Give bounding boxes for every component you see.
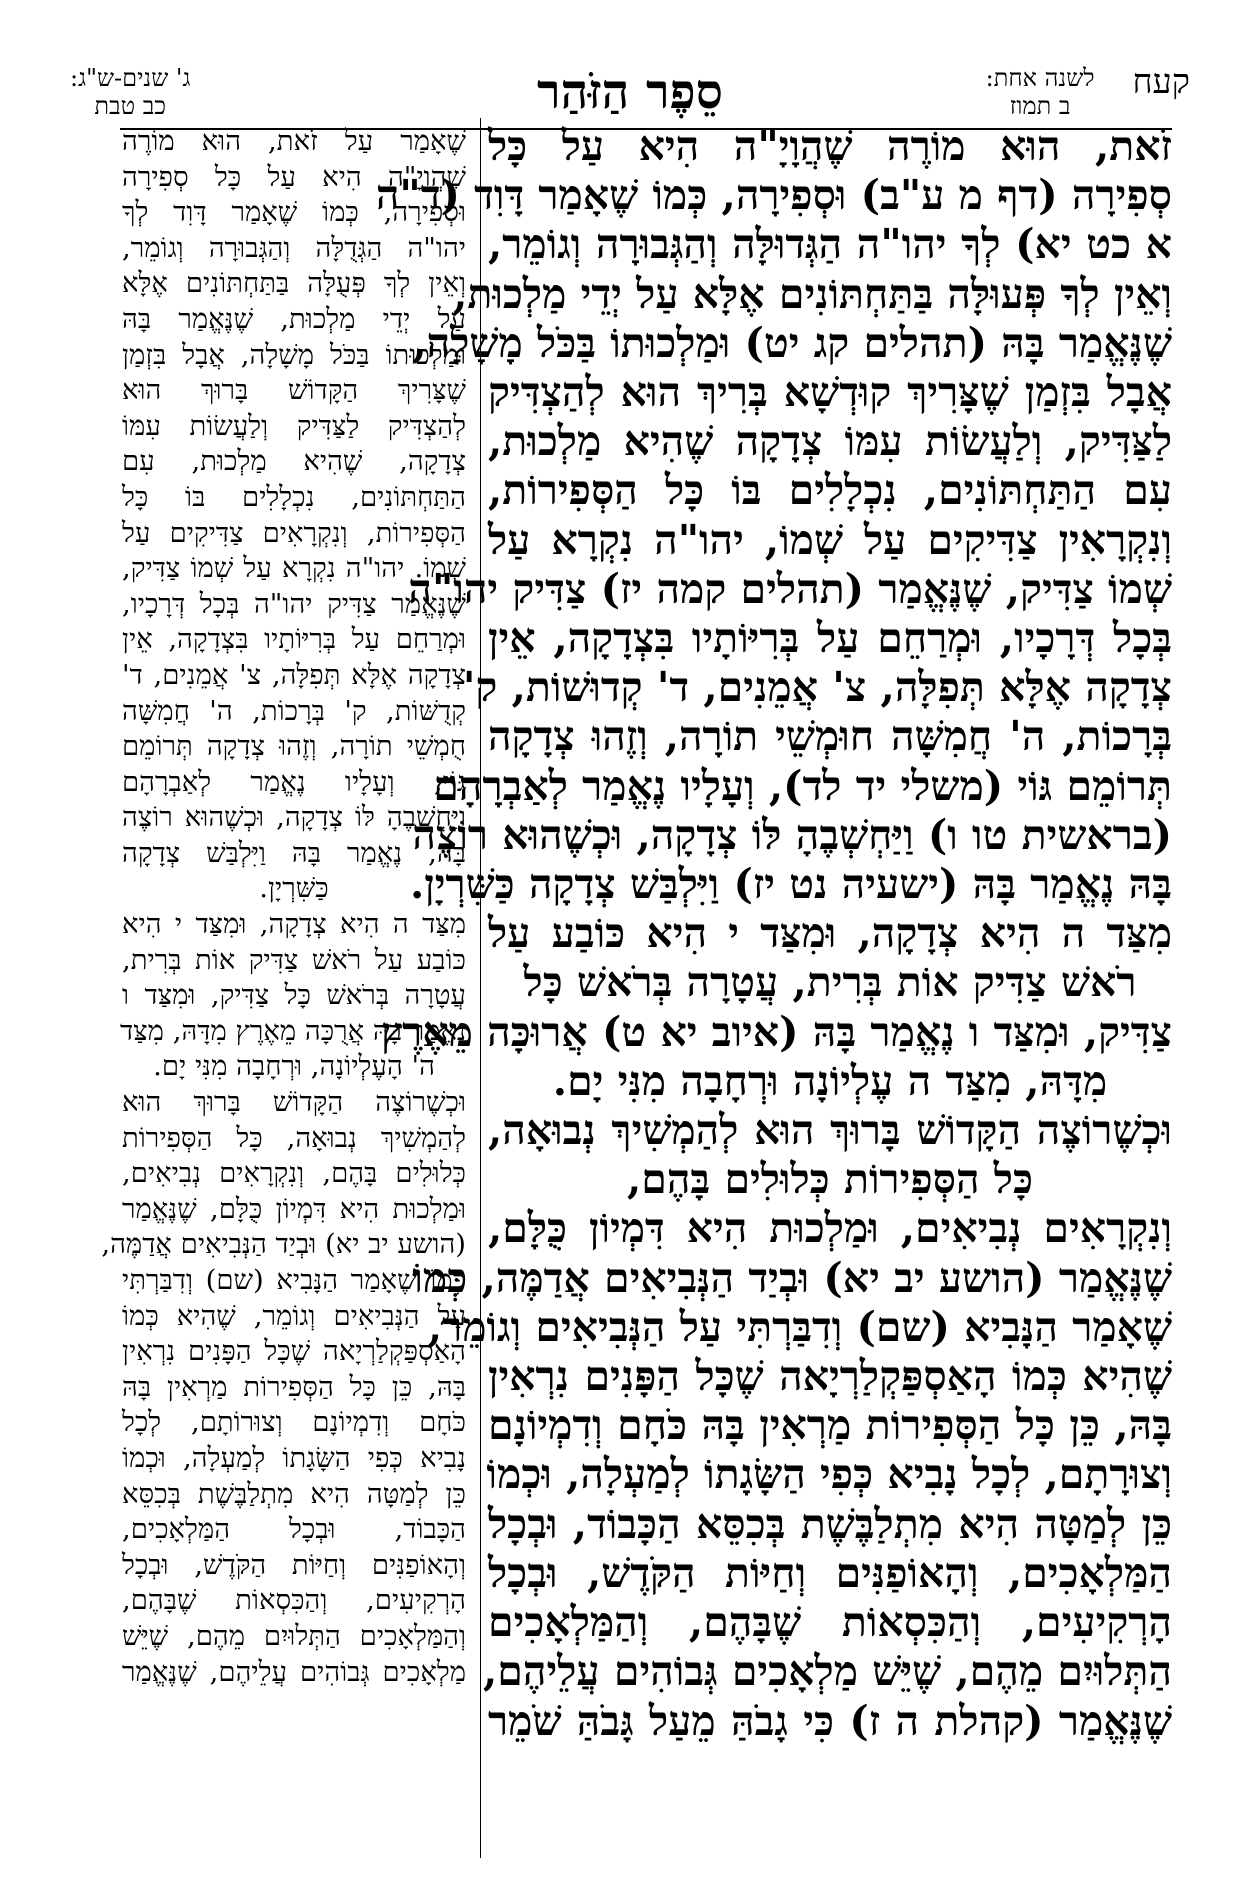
text-line: שְׁמוֹ. יהו"ה נִקְרָא עַל שְׁמוֹ צַדִּיק, [122, 552, 466, 585]
text-line: וּכְשֶׁרוֹצֶה הַקָּדוֹשׁ בָּרוּךְ הוּא [122, 1086, 466, 1119]
text-line: שֶׁצָּרִיךְ הַקָּדוֹשׁ בָּרוּךְ הוּא [122, 374, 466, 407]
main-text-column [375, 122, 1172, 1862]
text-line: לְהַמְשִׁיךְ נְבוּאָה, כָּל הַסְּפִירוֹת [122, 1121, 466, 1154]
text-line: שֶׁאָמַר הַנָּבִיא (שם) וְדִבַּרְתִּי עַל הַנְּבִיאִים וְגוֹמֵר, [427, 1302, 1172, 1351]
text-line: וּמְרַחֵם עַל בְּרִיּוֹתָיו בִּצְדָקָה, אֵין [122, 623, 466, 656]
page-number: קעח [1132, 62, 1190, 102]
text-line: צְדָקָה אֶלָּא תְּפִלָּה, צ' אֲמֵנִים, ד' קְדוּשׁוֹת, ק' [462, 663, 1172, 712]
text-line: הָרְקִיעִים, וְהַכִּסְאוֹת שֶׁבָּהֶם, וְהַמַּלְאָכִים [488, 1598, 1172, 1647]
text-line: בָּהּ, כֵּן כָּל הַסְּפִירוֹת מַרְאִין בָּהּ [122, 1370, 466, 1403]
text-line: וְנִקְרָאִין צַדִּיקִים עַל שְׁמוֹ, יהו"ה נִקְרָא עַל [488, 515, 1172, 564]
text-line: עִם הַתַּחְתּוֹנִים, נִכְלָלִים בּוֹ כָּל הַסְּפִירוֹת, [488, 466, 1172, 515]
text-line: מִצַּד ה הִיא צְדָקָה, וּמִצַּד י הִיא [122, 908, 466, 941]
text-line: בָּהּ, נֶאֱמַר בָּהּ וַיִּלְבַּשׁ צְדָקָה [122, 836, 466, 869]
text-line: הָאַסְפַּקְלַרְיָאה שֶׁכָּל הַפָּנִים נִרְאִין [122, 1335, 466, 1368]
study-schedule-three-years [70, 64, 190, 120]
text-line: (בראשית טו ו) וַיַּחְשְׁבֶהָ לּוֹ צְדָקָה, וּכְשֶׁהוּא רוֹצֶה [412, 810, 1172, 859]
text-line: וְצוּרָתָם, לְכָל נָבִיא כְּפִי הַשָּׂגָתוֹ לְמַעְלָה, וּכְמוֹ [486, 1450, 1172, 1499]
text-line: הַסְּפִירוֹת, וְנִקְרָאִים צַדִּיקִים עַל [122, 516, 466, 549]
text-line: וּמַלְכוּת הִיא דִּמְיוֹן כֻּלָּם, שֶׁנֶּאֱמַר [122, 1192, 466, 1225]
text-line: עֲטָרָה בְּרֹאשׁ כָּל צַדִּיק, וּמִצַּד ו [122, 979, 466, 1012]
text-line: הַכָּבוֹד, וּבְכָל הַמַּלְאָכִים, [122, 1513, 466, 1546]
text-line: תְּרוֹמֵם גּוֹי (משלי יד לד), וְעָלָיו נֶאֱמַר לְאַבְרָהָם [433, 761, 1172, 810]
text-line: עַל יְדֵי מַלְכוּת, שֶׁנֶּאֱמַר בָּהּ [122, 302, 466, 335]
text-line: הַתְּלוּיִם מֵהֶם, שֶׁיֵּשׁ מַלְאָכִים גְּבוֹהִים עֲלֵיהֶם, [483, 1647, 1172, 1696]
text-line: וּכְשֶׁרוֹצֶה הַקָּדוֹשׁ בָּרוּךְ הוּא לְהַמְשִׁיךְ נְבוּאָה, [488, 1106, 1172, 1155]
side-commentary-column [101, 124, 466, 1864]
text-line: צְדָקָה, שֶׁהִיא מַלְכוּת, עִם [122, 445, 466, 478]
text-line: כָּל הַסְּפִירוֹת כְּלוּלִים בָּהֶם, [626, 1155, 1034, 1204]
text-line: מִדָּהּ, מִצַּד ה עֶלְיוֹנָה וּרְחָבָה מִנִּי יָם. [552, 1056, 1108, 1105]
text-line: כֵּן לְמַטָּה הִיא מִתְלַבֶּשֶׁת בְּכִסֵּא [122, 1477, 466, 1510]
text-line: לְהַצְדִּיק לַצַּדִּיק וְלַעֲשׂוֹת עִמּוֹ [122, 409, 466, 442]
text-line: סְפִירָה (דף מ ע"ב) וּסְפִירָה, כְּמוֹ שֶׁאָמַר דָּוִד (ד"ה [375, 171, 1172, 220]
text-line: רֹאשׁ צַדִּיק אוֹת בְּרִית, עֲטָרָה בְּרֹאשׁ כָּל [523, 958, 1137, 1007]
text-line: בָּהּ, כֵּן כָּל הַסְּפִירוֹת מַרְאִין בָּהּ כֹּחָם וְדִמְיוֹנָם [488, 1401, 1172, 1450]
text-line: יהו"ה הַגְּדֻלָּה וְהַגְּבוּרָה וְגוֹמֵר, [122, 231, 466, 264]
text-line: שֶׁנֶּאֱמַר צַדִּיק יהו"ה בְּכָל דְּרָכָיו, [122, 587, 466, 620]
text-line: (הושע יב יא) וּבְיַד הַנְּבִיאִים אֲדַמֶּה, [101, 1228, 466, 1261]
text-line: מִצַּד ה הִיא צְדָקָה, וּמִצַּד י הִיא כּוֹבַע עַל [488, 909, 1172, 958]
text-line: חֻמְשֵׁי תוֹרָה, וְזֶהוּ צְדָקָה תְּרוֹמֵם [122, 730, 466, 763]
schedule-date: ב תמוז [1009, 92, 1071, 120]
text-line: בְּכָל דְּרָכָיו, וּמְרַחֵם עַל בְּרִיּוֹתָיו בִּצְדָקָה, אֵין [488, 614, 1172, 663]
text-line: שֶׁנֶּאֱמַר (קהלת ה ז) כִּי גָבֹהַּ מֵעַל גָּבֹהַּ שֹׁמֵר [488, 1696, 1172, 1745]
text-line: צְדָקָה אֶלָּא תְּפִלָּה, צ' אֲמֵנִים, ד' [122, 658, 466, 691]
schedule-label: לשנה אחת: [985, 64, 1095, 92]
text-line: הַמַּלְאָכִים, וְהָאוֹפַנִּים וְחַיּוֹת הַקֹּדֶשׁ, וּבְכָל [488, 1548, 1172, 1597]
text-line: ה' הָעֶלְיוֹנָה, וּרְחָבָה מִנִּי יָם. [153, 1050, 435, 1083]
text-line: וּסְפִירָה, כְּמוֹ שֶׁאָמַר דָּוִד לְךָ [122, 196, 466, 229]
text-line: א כט יא) לְךָ יהו"ה הַגְּדוּלָּה וְהַגְּבוּרָה וְגוֹמֵר, [488, 220, 1172, 269]
text-line: וְהַמַּלְאָכִים הַתְּלוּיִם מֵהֶם, שֶׁיֵּשׁ [122, 1619, 466, 1652]
schedule-label: ג' שנים-ש"ג: [70, 64, 191, 92]
text-line: שֶׁנֶּאֱמַר בָּהּ (תהלים קג יט) וּמַלְכוּתוֹ בַּכֹּל מָשָׁלָה, [412, 318, 1172, 367]
column-divider [480, 118, 481, 1858]
text-line: זֹאת, הוּא מוֹרֶה שֶׁהֲוָיָ"ה הִיא עַל כָּל [488, 122, 1172, 170]
text-line: בָּהּ נֶאֱמַר בָּהּ (ישעיה נט יז) וַיִּלְבַּשׁ צְדָקָה כַּשִּׁרְיָן. [410, 860, 1172, 909]
text-line: שֶׁהִיא כְּמוֹ הָאַסְפַּקְלַרְיָאה שֶׁכָּל הַפָּנִים נִרְאִין [488, 1352, 1172, 1401]
text-line: נָבִיא כְּפִי הַשָּׂגָתוֹ לְמַעְלָה, וּכְמוֹ [122, 1441, 466, 1474]
text-line: אֲבָל בִּזְמַן שֶׁצָּרִיךְ קוּדְשָׁא בְּרִיךְ הוּא לְהַצְדִּיק [488, 368, 1172, 417]
text-line: וְאֵין לְךָ פְּעֻלָּה בַּתַּחְתּוֹנִים אֶלָּא [122, 267, 466, 300]
text-line: כּוֹבַע עַל רֹאשׁ צַדִּיק אוֹת בְּרִית, [122, 943, 466, 976]
text-line: שֶׁהֲוָיָ"ה הִיא עַל כָּל סְפִירָה [122, 160, 466, 193]
text-line: וּמַלְכוּתוֹ בַּכֹּל מָשָׁלָה, אֲבָל בִּזְמַן [122, 338, 466, 371]
text-line: כַּשִּׁרְיָן. [259, 872, 329, 905]
text-line: כְּמוֹ שֶׁאָמַר הַנָּבִיא (שם) וְדִבַּרְתִּי [122, 1264, 466, 1296]
text-line: הַתַּחְתּוֹנִים, נִכְלָלִים בּוֹ כָּל [122, 480, 466, 513]
text-line: כְּלוּלִים בָּהֶם, וְנִקְרָאִים נְבִיאִים, [122, 1157, 466, 1190]
book-title: סֵפֶר הַזֹּהַר [537, 64, 723, 120]
text-line: כֹּחָם וְדִמְיוֹנָם וְצוּרוֹתָם, לְכָל [122, 1406, 466, 1439]
text-line: וַיַּחְשְׁבֶהָ לּוֹ צְדָקָה, וּכְשֶׁהוּא רוֹצֶה [122, 801, 466, 834]
text-line: וְנִקְרָאִים נְבִיאִים, וּמַלְכוּת הִיא דִּמְיוֹן כֻּלָּם, [488, 1204, 1172, 1253]
text-line: שֶׁנֶּאֱמַר (הושע יב יא) וּבְיַד הַנְּבִיאִים אֲדַמֶּה, כְּמוֹ [412, 1253, 1172, 1302]
text-line: שֶׁאָמַר עַל זֹאת, הוּא מוֹרֶה [122, 125, 466, 157]
text-line: לַצַּדִּיק, וְלַעֲשׂוֹת עִמּוֹ צְדָקָה שֶׁהִיא מַלְכוּת, [488, 417, 1172, 466]
text-line: נֶאֱמַר בָּהּ אֲרֻכָּה מֵאֶרֶץ מִדָּהּ, מִצַּד [120, 1014, 466, 1047]
text-line: שְׁמוֹ צַדִּיק, שֶׁנֶּאֱמַר (תהלים קמה יז) צַדִּיק יהו"ה [408, 564, 1172, 613]
text-line: מַלְאָכִים גְּבוֹהִים עֲלֵיהֶם, שֶׁנֶּאֱמַר [122, 1655, 466, 1688]
text-line: קְדֻשּׁוֹת, ק' בְּרָכוֹת, ה' חֲמִשָּׁה [122, 694, 466, 727]
text-line: הָרְקִיעִים, וְהַכִּסְאוֹת שֶׁבָּהֶם, [122, 1584, 466, 1617]
text-line: עַל הַנְּבִיאִים וְגוֹמֵר, שֶׁהִיא כְּמוֹ [122, 1299, 466, 1332]
text-line: גּוֹי, וְעָלָיו נֶאֱמַר לְאַבְרָהָם [122, 765, 466, 798]
schedule-date: כב טבת [94, 92, 166, 120]
text-line: וְאֵין לְךָ פְּעוּלָּה בַּתַּחְתּוֹנִים אֶלָּא עַל יְדֵי מַלְכוּת, [453, 269, 1172, 318]
text-line: וְהָאוֹפַנִּים וְחַיּוֹת הַקֹּדֶשׁ, וּבְכָל [122, 1548, 466, 1581]
text-line: כֵּן לְמַטָּה הִיא מִתְלַבֶּשֶׁת בְּכִסֵּא הַכָּבוֹד, וּבְכָל [488, 1499, 1172, 1548]
text-line: צַדִּיק, וּמִצַּד ו נֶאֱמַר בָּהּ (איוב יא ט) אֲרוּכָּה מֵאֶרֶץ [380, 1007, 1172, 1056]
text-line: בְּרָכוֹת, ה' חֲמִשָּׁה חוּמְשֵׁי תוֹרָה, וְזֶהוּ צְדָקָה [488, 712, 1172, 761]
